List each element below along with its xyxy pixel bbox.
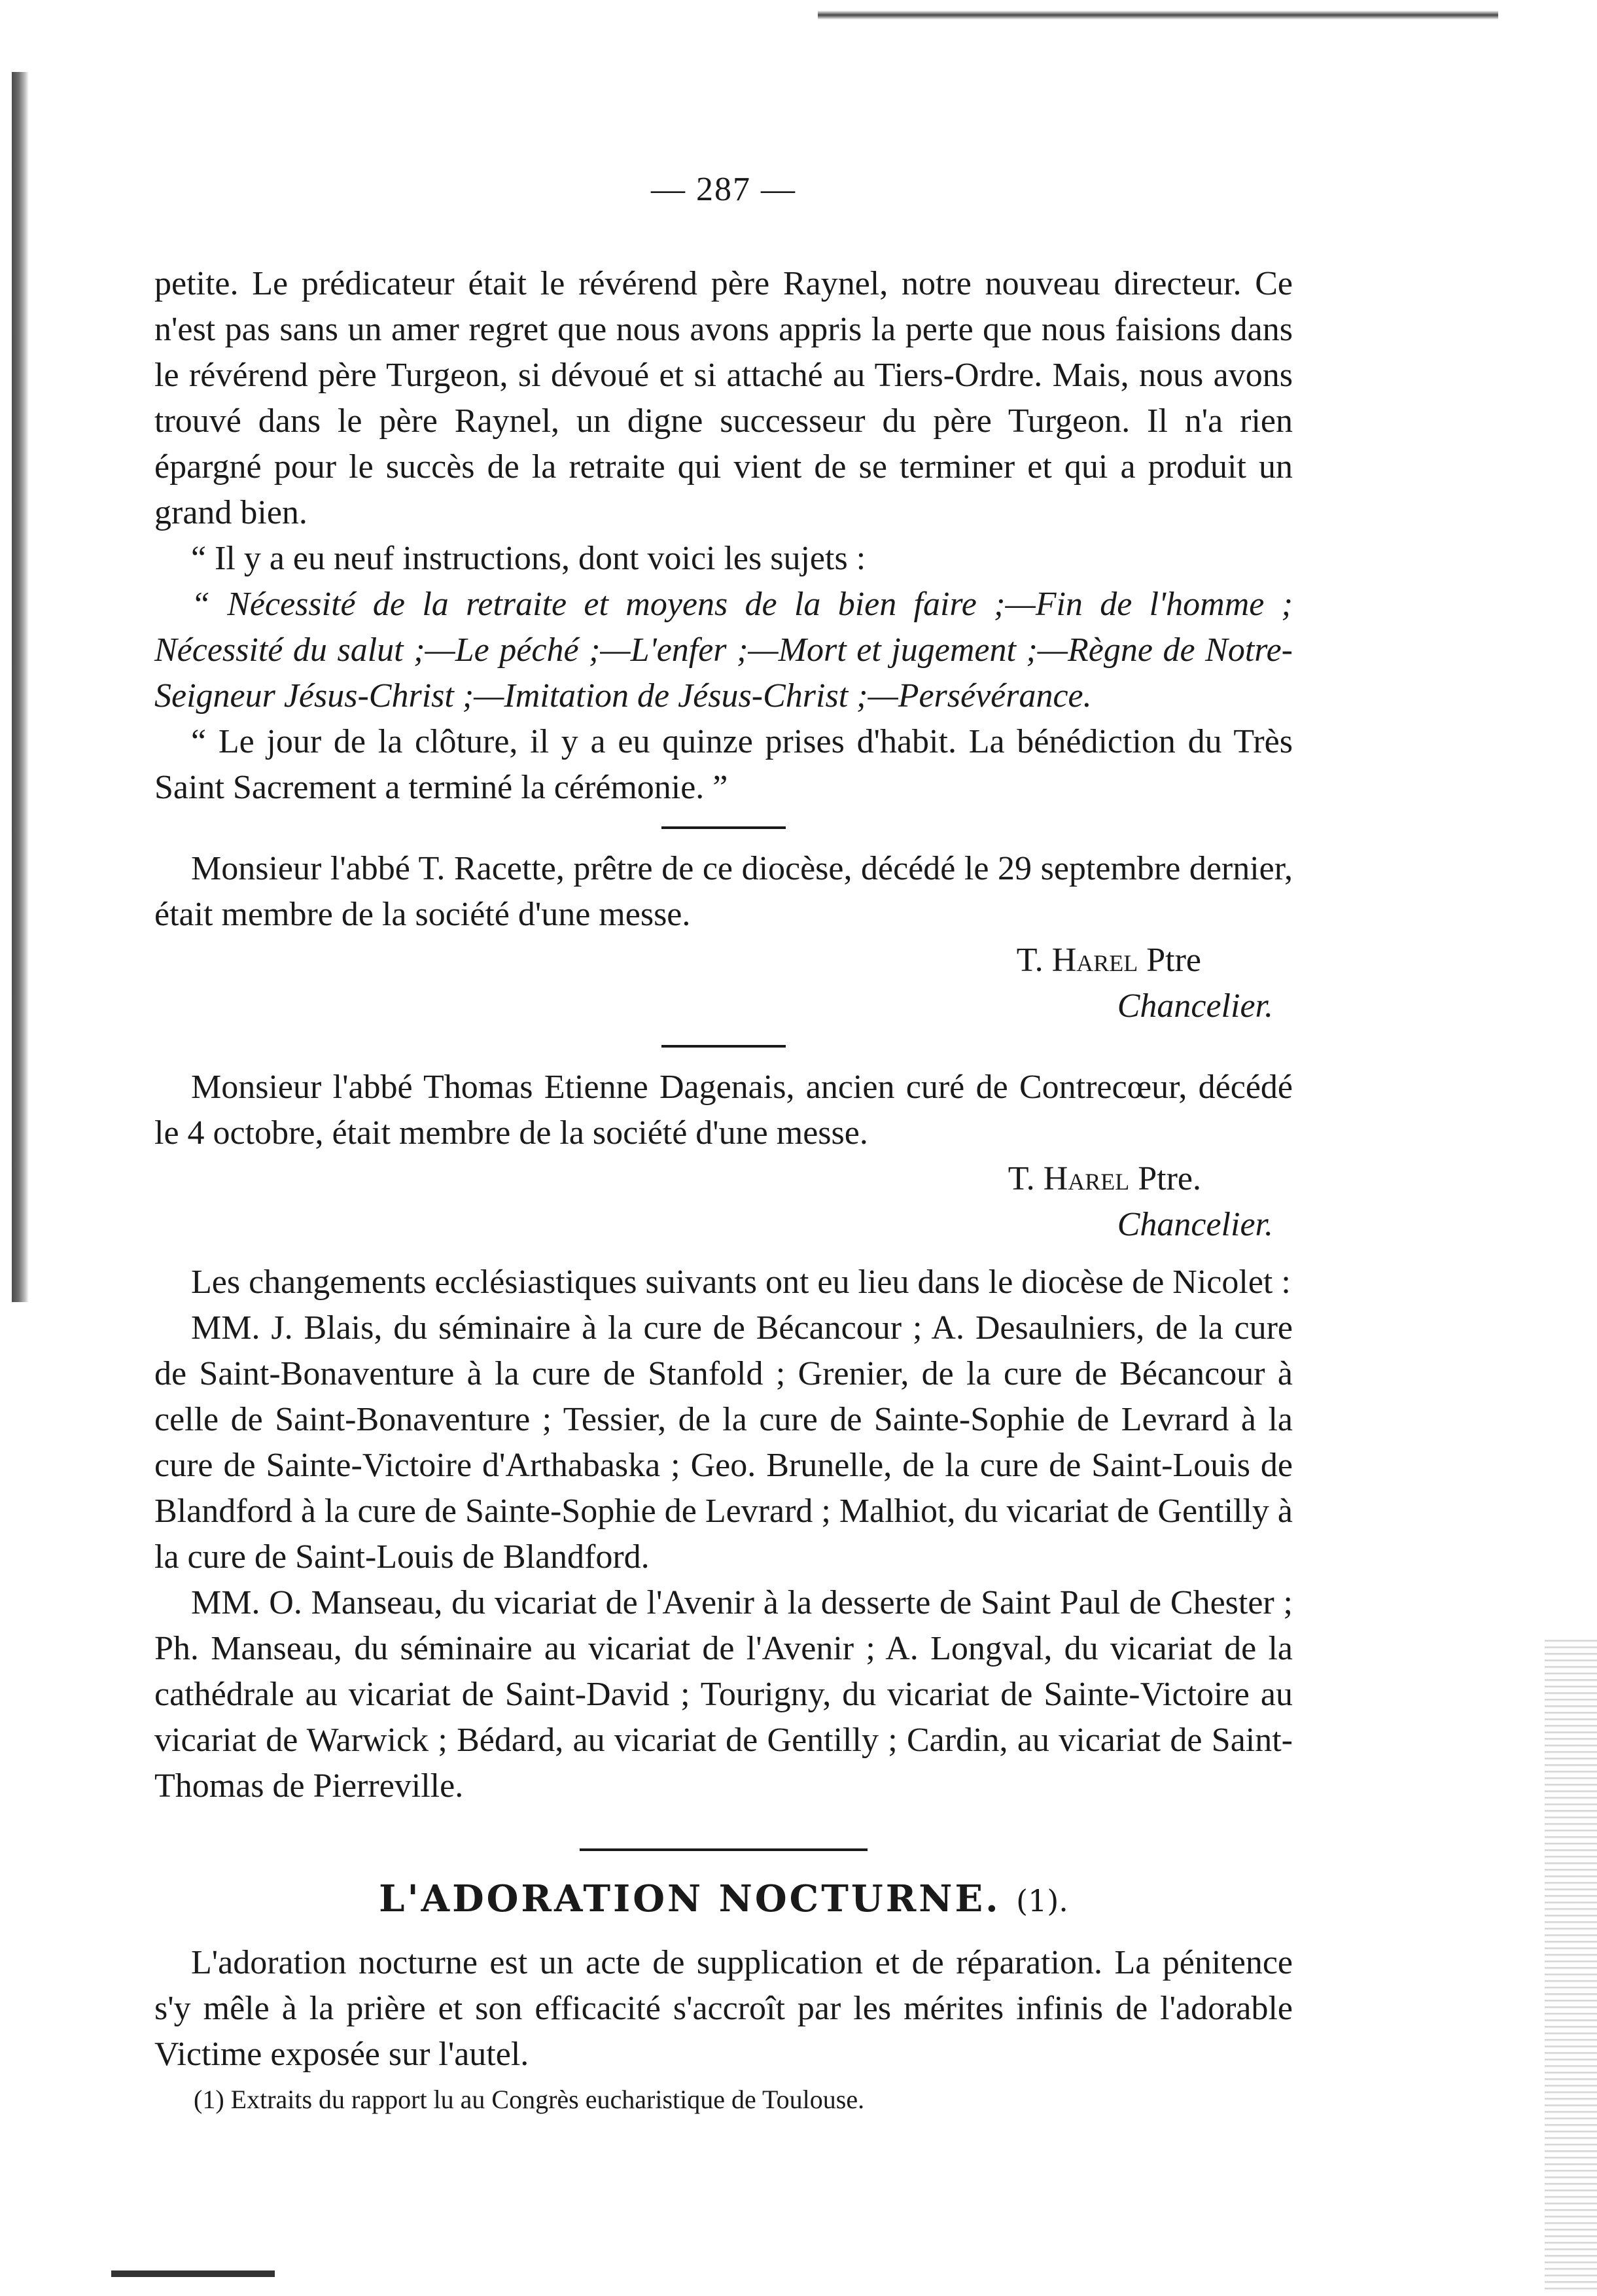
signature-surname: Harel [1043, 1160, 1130, 1197]
paragraph-retreat: petite. Le prédicateur était le révérend père Raynel, notre nouveau directeur. Ce n'est pas sans un amer regret que nous avons appris la perte que nous faisions dans le révérend père Turgeon, si dévoué et si attaché au Tiers-Ordre. Mais, nous avons trouvé dans le père Raynel, un digne successeur du père Turgeon. Il n'a rien épargné pour le succès de la retraite qui vient de se terminer et qui a produit un grand bien. [154, 265, 1293, 531]
paragraph-adoration: L'adoration nocturne est un acte de supplication et de réparation. La pénitence s'y mêle à la prière et son efficacité s'accroît par les mérites infinis de l'adorable Victime exposée sur l'autel. [154, 1944, 1293, 2073]
scan-edge-left [12, 72, 29, 1302]
footnote: (1) Extraits du rapport lu au Congrès eucharistique de Toulouse. [194, 2085, 865, 2114]
separator-rule [661, 1045, 786, 1048]
signature-surname: Harel [1051, 942, 1138, 979]
paragraph-racette: Monsieur l'abbé T. Racette, prêtre de ce diocèse, décédé le 29 septembre dernier, était membre de la société d'une messe. [154, 850, 1293, 933]
signature-initial: T. [1008, 1160, 1044, 1197]
signature-name [154, 1156, 1293, 1202]
signature-suffix: Ptre [1138, 942, 1201, 979]
spacer [154, 1248, 1293, 1260]
signature-suffix: Ptre. [1129, 1160, 1201, 1197]
page-number: — 287 — [651, 171, 796, 208]
paragraph-dagenais: Monsieur l'abbé Thomas Etienne Dagenais, ancien curé de Contrecœur, décédé le 4 octobre, était membre de la société d'une messe. [154, 1069, 1293, 1152]
signature-initial: T. [1016, 942, 1052, 979]
section-separator-rule [580, 1848, 868, 1851]
paragraph-changes-cures: MM. J. Blais, du séminaire à la cure de Bécancour ; A. Desaulniers, de la cure de Saint-Bonaventure à la cure de Stanfold ; Grenier, de la cure de Bécancour à celle de Saint-Bonaventure ; Tessier, de la cure de Sainte-Sophie de Levrard à la cure de Sainte-Victoire d'Arthabaska ; Geo. Brunelle, de la cure de Saint-Louis de Blandford à la cure de Sainte-Sophie de Levrard ; Malhiot, du vicariat de Gentilly à la cure de Saint-Louis de Blandford. [154, 1309, 1293, 1576]
scan-edge-bottom [111, 2270, 275, 2277]
section-title [154, 1877, 1293, 1920]
signature-title: Chancelier. [1117, 1206, 1273, 1243]
separator-rule [661, 826, 786, 829]
paragraph-changes-vicariats: MM. O. Manseau, du vicariat de l'Avenir à la desserte de Saint Paul de Chester ; Ph. Manseau, du séminaire au vicariat de l'Avenir ; A. Longval, du vicariat de la cathédrale au vicariat de Saint-David ; Tourigny, du vicariat de Sainte-Victoire au vicariat de Warwick ; Bédard, au vicariat de Gentilly ; Cardin, au vicariat de Saint-Thomas de Pierreville. [154, 1584, 1293, 1805]
signature-name [154, 938, 1293, 983]
scan-edge-top [818, 10, 1498, 20]
section-title-text: L'ADORATION NOCTURNE. [379, 1877, 1001, 1920]
scan-edge-right [1545, 1636, 1597, 2290]
signature-title: Chancelier. [1117, 987, 1273, 1025]
paragraph-closing: “ Le jour de la clôture, il y a eu quinze prises d'habit. La bénédiction du Très Saint Sacrement a terminé la cérémonie. ” [154, 723, 1293, 806]
page-body [154, 170, 1293, 2118]
paragraph-changes-intro: Les changements ecclésiastiques suivants ont eu lieu dans le diocèse de Nicolet : [191, 1263, 1291, 1301]
paragraph-instructions-list: “ Nécessité de la retraite et moyens de la bien faire ;—Fin de l'homme ; Nécessité du salut ;—Le péché ;—L'enfer ;—Mort et jugement ;—Règne de Notre-Seigneur Jésus-Christ ;—Imitation de Jésus-Christ ;—Persévérance. [154, 586, 1293, 715]
footnote-reference: (1). [1016, 1883, 1068, 1918]
paragraph-instructions-intro: “ Il y a eu neuf instructions, dont voici les sujets : [191, 540, 866, 577]
